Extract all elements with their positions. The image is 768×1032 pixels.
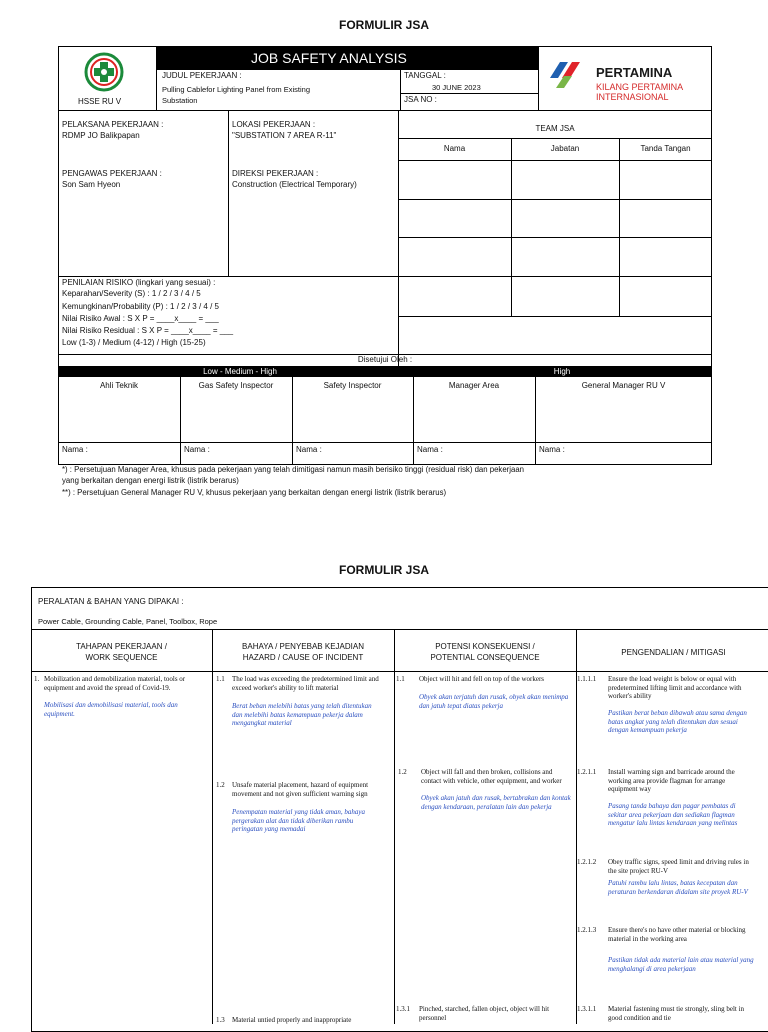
nama-4: Nama : [417, 445, 443, 454]
pelaksana-value: RDMP JO Balikpapan [62, 131, 140, 140]
band-high: High [553, 367, 571, 376]
hsse-logo [84, 52, 124, 92]
brand-name: PERTAMINA [596, 65, 673, 80]
hazard-3-num: 1.3 [216, 1016, 225, 1024]
mitigation-4-en: Ensure there's no have other material or blocking material in the working area [608, 926, 746, 943]
mitigation-5-en: Material fastening must tie strongly, sling belt in good condition and tie [608, 1005, 745, 1022]
team-col-nama: Nama [443, 144, 466, 153]
jsa-no-label: JSA NO : [404, 95, 437, 104]
brand-sub-2: INTERNASIONAL [596, 92, 669, 102]
consequence-2-en: Object will fall and then broken, collisions and contact with vehicle, other equipment, and worker [421, 768, 562, 785]
mitigation-1-id: Pastikan berat beban dibawah atau sama dengan batas angkat yang telah ditentukan dan sesuai dengan kemampuan pekerja [608, 709, 747, 734]
page1-title: FORMULIR JSA [339, 18, 429, 32]
risk-line-5: Nilai Risiko Residual : S X P = ____x____ = ___ [62, 326, 234, 335]
nama-3: Nama : [296, 445, 322, 454]
mitigation-5-num: 1.3.1.1 [577, 1005, 597, 1013]
team-col-tanda-tangan: Tanda Tangan [640, 144, 691, 153]
hazard-2-num: 1.2 [216, 781, 225, 789]
mitigation-4-num: 1.2.1.3 [577, 926, 597, 934]
approver-manager-area: Manager Area [448, 381, 500, 390]
col-header-work-1: TAHAPAN PEKERJAAN / [76, 642, 167, 651]
note-2: **) : Persetujuan General Manager RU V, khusus pekerjaan yang berkaitan dengan energi listrik (listrik berarus) [62, 488, 447, 497]
logo-caption: HSSE RU V [78, 97, 122, 106]
form-title: JOB SAFETY ANALYSIS [157, 47, 538, 69]
risk-line-2: Keparahan/Severity (S) : 1 / 2 / 3 / 4 / 5 [62, 289, 201, 298]
approver-safety-inspector: Safety Inspector [323, 381, 382, 390]
mitigation-2-id: Pasang tanda bahaya dan pagar pembatas di sekitar area pekerjaan dan sediakan flagman mengatur lalu lintas kendaraan yang melintas [608, 802, 738, 827]
pengawas-value: Son Sam Hyeon [62, 180, 121, 189]
brand-sub-1: KILANG PERTAMINA [596, 82, 684, 92]
band-low-high: Low - Medium - High [203, 367, 277, 376]
risk-line-6: Low (1-3) / Medium (4-12) / High (15-25) [62, 338, 206, 347]
team-jsa-label: TEAM JSA [535, 124, 575, 133]
note-1b: yang berkaitan dengan energi listrik (listrik berarus) [62, 476, 239, 485]
hazard-2-en: Unsafe material placement, hazard of equipment movement and not given sufficient warning sign [232, 781, 369, 798]
col-header-hazard-2: HAZARD / CAUSE OF INCIDENT [242, 653, 364, 662]
mitigation-3-num: 1.2.1.2 [577, 858, 597, 866]
work-id: Mobilisasi dan demobilisasi material, tools dan equipment. [44, 701, 178, 718]
mitigation-3-id: Patuhi rambu lalu lintas, batas kecepatan dan peraturan berkendaran didalam site proyek RU-V [608, 879, 748, 896]
nama-2: Nama : [184, 445, 210, 454]
tanggal-label: TANGGAL : [404, 71, 446, 80]
judul-value-1: Pulling Cablefor Lighting Panel from Existing [162, 85, 310, 94]
consequence-1-en: Object will hit and fell on top of the workers [419, 675, 544, 683]
col-header-work-2: WORK SEQUENCE [85, 653, 158, 662]
lokasi-value: "SUBSTATION 7 AREA R-11" [232, 131, 337, 140]
hazard-1-num: 1.1 [216, 675, 225, 683]
team-col-jabatan: Jabatan [550, 144, 580, 153]
consequence-3-en: Pinched, starched, fallen object, object will hit personnel [419, 1005, 550, 1022]
pengawas-label: PENGAWAS PEKERJAAN : [62, 169, 162, 178]
consequence-2-num: 1.2 [398, 768, 407, 776]
hazard-3-en: Material untied properly and inappropriate [232, 1016, 352, 1024]
approver-gas-safety: Gas Safety Inspector [198, 381, 274, 390]
risk-line-4: Nilai Risiko Awal : S X P = ____x____ = ___ [62, 314, 219, 323]
col-header-mitigation: PENGENDALIAN / MITIGASI [621, 648, 726, 657]
consequence-2-id: Obyek akan jatuh dan rusak, bertabrakan dan kontak dengan kendaraan, peralatan lain dan pekerja [421, 794, 571, 811]
tanggal-value: 30 JUNE 2023 [432, 83, 481, 92]
pertamina-logo-icon [548, 58, 588, 92]
col-header-consequence-1: POTENSI KONSEKUENSI / [435, 642, 535, 651]
approver-ahli-teknik: Ahli Teknik [99, 381, 139, 390]
consequence-1-id: Obyek akan terjatuh dan rusak, obyek akan menimpa dan jatuh tepat diatas pekerja [419, 693, 569, 710]
work-en: Mobilization and demobilization material, tools or equipment and avoid the spread of Covid-19. [44, 675, 186, 692]
col-header-hazard-1: BAHAYA / PENYEBAB KEJADIAN [242, 642, 364, 651]
mitigation-2-num: 1.2.1.1 [577, 768, 597, 776]
judul-value-2: Substation [162, 96, 198, 105]
note-1a: *) : Persetujuan Manager Area, khusus pada pekerjaan yang telah dimitigasi namun masih berisiko tinggi (residual risk) dan pekerjaan [62, 465, 525, 474]
mitigation-1-num: 1.1.1.1 [577, 675, 597, 683]
equipment-value: Power Cable, Grounding Cable, Panel, Toolbox, Rope [38, 617, 218, 626]
risk-line-1: PENILAIAN RISIKO (lingkari yang sesuai) : [62, 278, 216, 287]
judul-label: JUDUL PEKERJAAN : [162, 71, 242, 80]
page2-title: FORMULIR JSA [339, 563, 429, 577]
mitigation-3-en: Obey traffic signs, speed limit and driving rules in the site project RU-V [608, 858, 749, 875]
mitigation-1-en: Ensure the load weight is below or equal with predetermined lifting limit and accordance with worker's ability [608, 675, 742, 700]
risk-line-3: Kemungkinan/Probability (P) : 1 / 2 / 3 / 4 / 5 [62, 302, 219, 311]
direksi-label: DIREKSI PEKERJAAN : [232, 169, 319, 178]
nama-1: Nama : [62, 445, 88, 454]
mitigation-4-id: Pastikan tidak ada material lain atau material yang menghalangi di area pekerjaan [608, 956, 754, 973]
lokasi-label: LOKASI PEKERJAAN : [232, 120, 316, 129]
consequence-1-num: 1.1 [396, 675, 405, 683]
hazard-1-en: The load was exceeding the predetermined limit and exceed worker's ability to lift material [232, 675, 379, 692]
col-header-consequence-2: POTENTIAL CONSEQUENCE [430, 653, 540, 662]
work-num: 1. [34, 675, 40, 683]
hazard-2-id: Penempatan material yang tidak aman, bahaya pergerakan alat dan tidak diberikan rambu peringatan yang memadai [232, 808, 365, 833]
mitigation-2-en: Install warning sign and barricade around the working area provide flagman for arrange equipment way [608, 768, 735, 793]
direksi-value: Construction (Electrical Temporary) [232, 180, 357, 189]
hazard-1-id: Berat beban melebihi batas yang telah ditentukan dan melebihi batas kemampuan pekerja dalam mengangkat material [232, 702, 372, 727]
approved-label: Disetujui Oleh : [357, 355, 413, 364]
equipment-label: PERALATAN & BAHAN YANG DIPAKAI : [38, 597, 184, 606]
approver-general-manager: General Manager RU V [581, 381, 666, 390]
nama-5: Nama : [539, 445, 565, 454]
pelaksana-label: PELAKSANA PEKERJAAN : [62, 120, 164, 129]
consequence-3-num: 1.3.1 [396, 1005, 410, 1013]
